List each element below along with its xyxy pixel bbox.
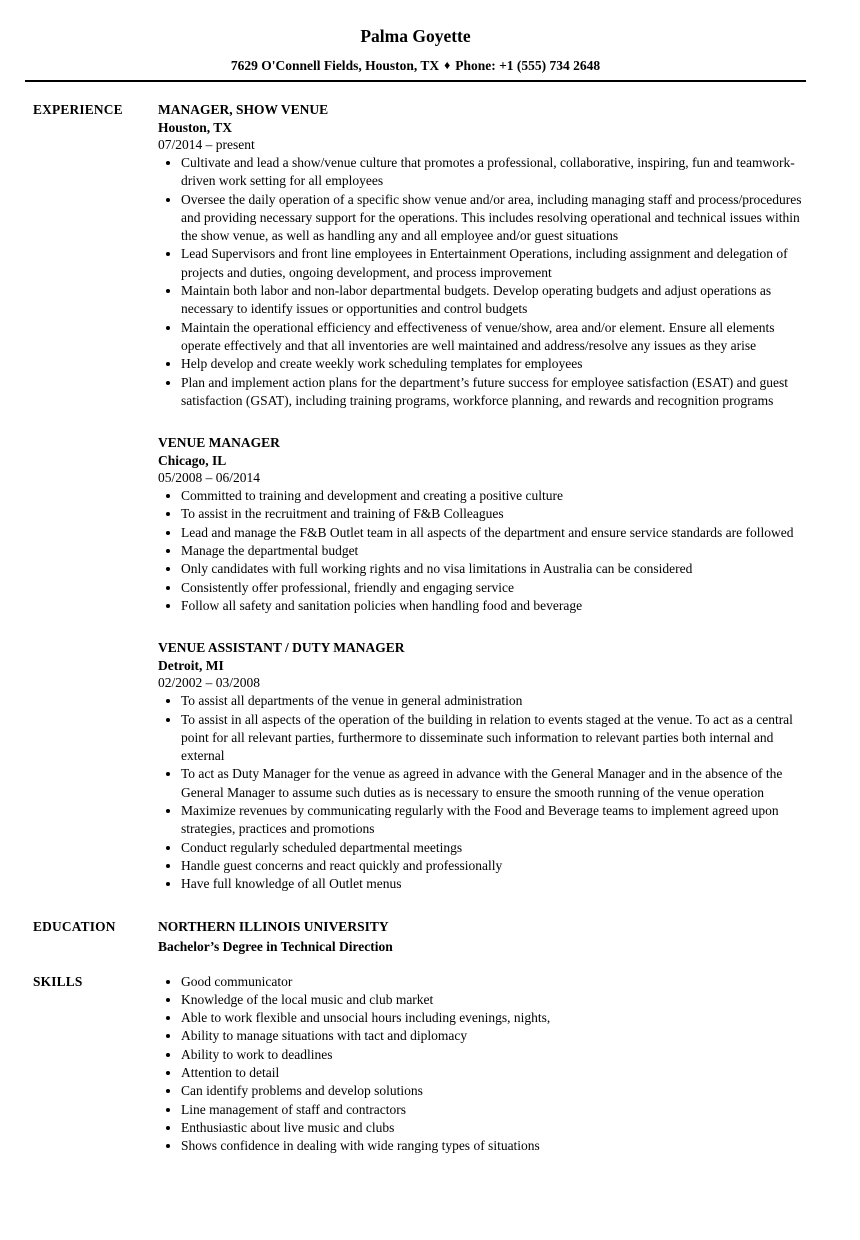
experience-content bbox=[158, 101, 806, 894]
section-education bbox=[25, 918, 806, 956]
bullet-item: • Consistently offer professional, friendly and engaging service bbox=[181, 579, 806, 597]
skill-item: • Can identify problems and develop solutions bbox=[181, 1082, 806, 1100]
bullet-item: • To assist in all aspects of the operation of the building in relation to events staged at the venue. To act as a central point for all relevant parties, furthermore to disseminate such information to relevant parties both internal and external bbox=[181, 711, 806, 766]
bullet-item: • Lead Supervisors and front line employees in Entertainment Operations, including assignment and delegation of projects and duties, ongoing development, and process improvement bbox=[181, 245, 806, 282]
section-skills bbox=[25, 973, 806, 1156]
job-entry-manager-show-venue bbox=[158, 101, 806, 410]
skill-item: • Ability to work to deadlines bbox=[181, 1046, 806, 1064]
skill-item: • Attention to detail bbox=[181, 1064, 806, 1082]
skills-list bbox=[158, 973, 806, 1156]
job-entry-venue-manager bbox=[158, 434, 806, 615]
bullet-item: • Maximize revenues by communicating regularly with the Food and Beverage teams to implement agreed upon strategies, practices and promotions bbox=[181, 802, 806, 839]
skill-item: • Able to work flexible and unsocial hours including evenings, nights, bbox=[181, 1009, 806, 1027]
bullet-item: • To assist in the recruitment and training of F&B Colleagues bbox=[181, 505, 806, 523]
bullet-item: • To assist all departments of the venue in general administration bbox=[181, 692, 806, 710]
school-name: NORTHERN ILLINOIS UNIVERSITY bbox=[158, 918, 389, 934]
skill-item: • Enthusiastic about live music and clubs bbox=[181, 1119, 806, 1137]
bullet-item: • To act as Duty Manager for the venue as agreed in advance with the General Manager and in the absence of the General Manager to assume such duties as is necessary to ensure the smooth running of the venue operation bbox=[181, 765, 806, 802]
bullet-item: • Manage the departmental budget bbox=[181, 542, 806, 560]
education-content bbox=[158, 918, 806, 956]
contact-line bbox=[25, 57, 806, 74]
job-dates: 07/2014 – present bbox=[158, 137, 255, 152]
skill-item: • Knowledge of the local music and club market bbox=[181, 991, 806, 1009]
job-title: VENUE ASSISTANT / DUTY MANAGER bbox=[158, 640, 405, 656]
resume-header bbox=[25, 26, 806, 82]
header-divider bbox=[25, 80, 806, 82]
skill-item: • Shows confidence in dealing with wide ranging types of situations bbox=[181, 1137, 806, 1155]
experience-label: EXPERIENCE bbox=[33, 102, 123, 117]
job-dates: 05/2008 – 06/2014 bbox=[158, 470, 261, 486]
job-bullet-list bbox=[158, 692, 806, 893]
bullet-item: • Maintain both labor and non-labor departmental budgets. Develop operating budgets and adjust operations as necessary to identify issues or opportunities and control budgets bbox=[181, 282, 806, 319]
bullet-item: • Help develop and create weekly work scheduling templates for employees bbox=[181, 355, 806, 373]
bullet-item: • Plan and implement action plans for the department’s future success for employee satisfaction (ESAT) and guest satisfaction (GSAT), including training programs, workforce planning, and rewards and recognition programs bbox=[181, 374, 806, 411]
bullet-item: • Have full knowledge of all Outlet menus bbox=[181, 875, 806, 893]
bullet-item: • Oversee the daily operation of a specific show venue and/or area, including managing staff and process/procedures and providing necessary support for the operations. This includes resolving operational and technical issues within the show venue, as well as handling any and all employee and/or guest situations bbox=[181, 191, 806, 246]
job-entry-venue-assistant-duty-manager bbox=[158, 639, 806, 893]
skill-item: • Line management of staff and contractors bbox=[181, 1101, 806, 1119]
bullet-item: • Maintain the operational efficiency and effectiveness of venue/show, area and/or element. Ensure all elements operate effectively and that all inventories are well maintained and address/resolve any issues as they arise bbox=[181, 319, 806, 356]
skill-item: • Good communicator bbox=[181, 973, 806, 991]
bullet-item: • Committed to training and development and creating a positive culture bbox=[181, 487, 806, 505]
job-location: Houston, TX bbox=[158, 120, 233, 135]
job-dates: 02/2002 – 03/2008 bbox=[158, 675, 261, 691]
diamond-icon: ♦ bbox=[444, 58, 451, 72]
job-location: Detroit, MI bbox=[158, 658, 224, 674]
job-title: VENUE MANAGER bbox=[158, 435, 280, 451]
candidate-name: Palma Goyette bbox=[360, 26, 471, 46]
contact-phone: Phone: +1 (555) 734 2648 bbox=[455, 58, 601, 73]
section-experience bbox=[25, 101, 806, 894]
job-bullet-list bbox=[158, 154, 806, 410]
contact-address: 7629 O'Connell Fields, Houston, TX bbox=[230, 58, 440, 73]
bullet-item: • Handle guest concerns and react quickly and professionally bbox=[181, 857, 806, 875]
bullet-item: • Lead and manage the F&B Outlet team in all aspects of the department and ensure service standards are followed bbox=[181, 524, 806, 542]
bullet-item: • Conduct regularly scheduled departmental meetings bbox=[181, 839, 806, 857]
skill-item: • Ability to manage situations with tact and diplomacy bbox=[181, 1027, 806, 1045]
job-bullet-list bbox=[158, 487, 806, 615]
bullet-item: • Follow all safety and sanitation policies when handling food and beverage bbox=[181, 597, 806, 615]
bullet-item: • Only candidates with full working rights and no visa limitations in Australia can be considered bbox=[181, 560, 806, 578]
education-label: EDUCATION bbox=[33, 918, 116, 934]
skills-content bbox=[158, 973, 806, 1156]
job-title: MANAGER, SHOW VENUE bbox=[158, 102, 329, 117]
bullet-item: • Cultivate and lead a show/venue culture that promotes a professional, collaborative, inspiring, fun and teamwork-driven work setting for all employees bbox=[181, 154, 806, 191]
job-location: Chicago, IL bbox=[158, 453, 227, 469]
degree-name: Bachelor’s Degree in Technical Direction bbox=[158, 938, 393, 954]
skills-label: SKILLS bbox=[33, 973, 83, 989]
